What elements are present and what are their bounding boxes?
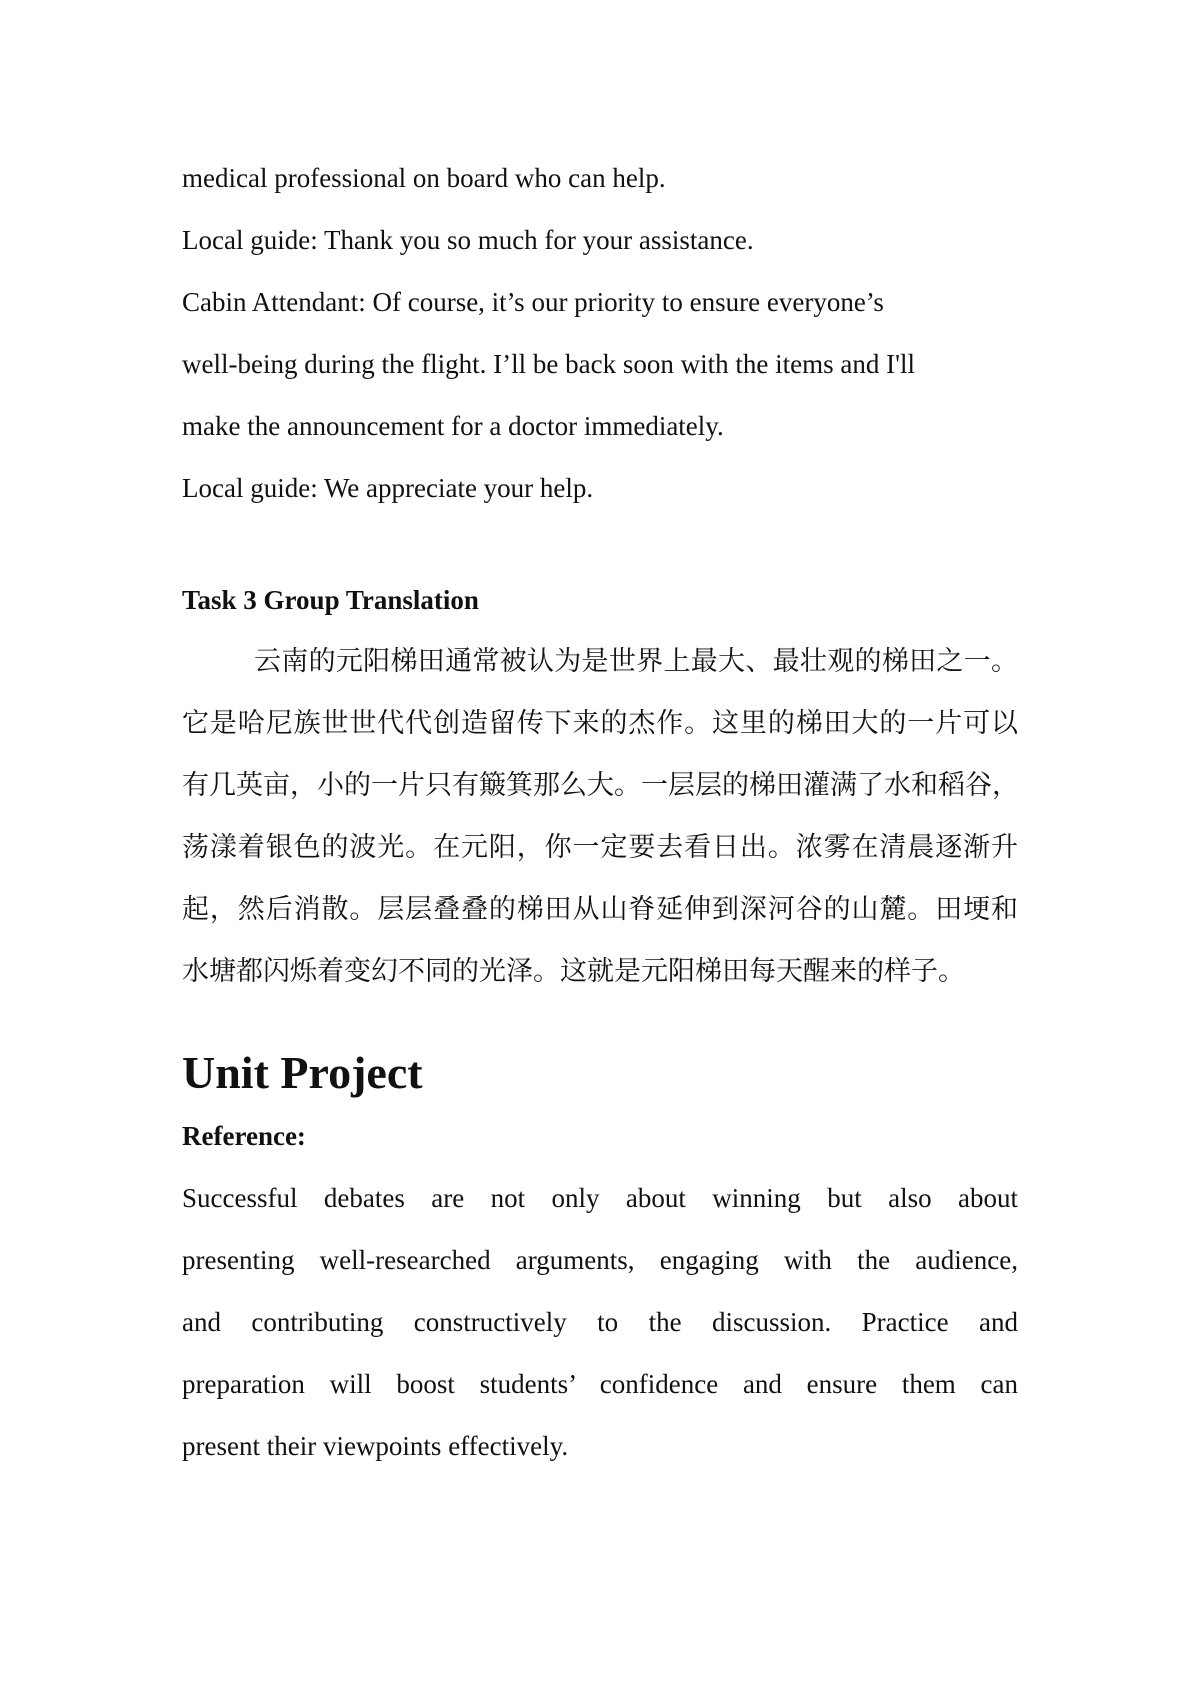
reference-line: preparation will boost students’ confidence and ensure them can	[182, 1369, 1018, 1399]
reference-line: Successful debates are not only about winning but also about	[182, 1183, 1018, 1213]
reference-line: present their viewpoints effectively.	[182, 1431, 569, 1461]
dialogue-line: Cabin Attendant: Of course, it’s our priority to ensure everyone’s	[182, 287, 884, 317]
dialogue-line: well-being during the flight. I’ll be back soon with the items and I'll	[182, 349, 915, 379]
reference-line: and contributing constructively to the discussion. Practice and	[182, 1307, 1018, 1337]
task3-heading: Task 3 Group Translation	[182, 585, 479, 615]
dialogue-line: Local guide: We appreciate your help.	[182, 473, 594, 503]
dialogue-line: make the announcement for a doctor immediately.	[182, 411, 724, 441]
translation-line: 云南的元阳梯田通常被认为是世界上最大、最壮观的梯田之一。	[254, 646, 1018, 677]
translation-line: 荡漾着银色的波光。在元阳，你一定要去看日出。浓雾在清晨逐渐升	[182, 832, 1018, 863]
dialogue-line: medical professional on board who can help.	[182, 163, 666, 193]
translation-line: 起，然后消散。层层叠叠的梯田从山脊延伸到深河谷的山麓。田埂和	[182, 894, 1018, 925]
reference-label: Reference:	[182, 1121, 306, 1151]
translation-line: 有几英亩，小的一片只有簸箕那么大。一层层的梯田灌满了水和稻谷，	[182, 770, 1019, 801]
reference-line: presenting well-researched arguments, engaging with the audience,	[182, 1245, 1018, 1275]
translation-line: 它是哈尼族世世代代创造留传下来的杰作。这里的梯田大的一片可以	[182, 708, 1018, 739]
unit-project-title: Unit Project	[182, 1047, 423, 1098]
dialogue-line: Local guide: Thank you so much for your assistance.	[182, 225, 754, 255]
translation-line: 水塘都闪烁着变幻不同的光泽。这就是元阳梯田每天醒来的样子。	[182, 956, 965, 987]
